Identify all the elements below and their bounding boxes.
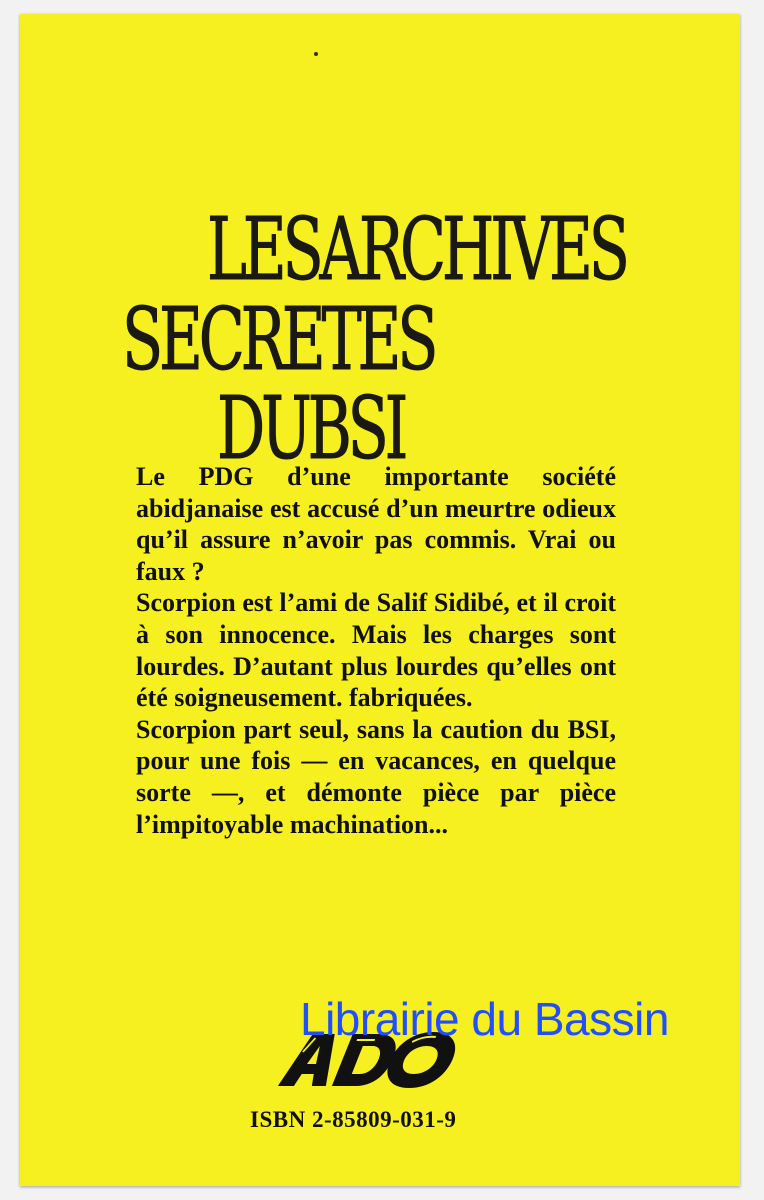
title-line-3: DUBSI (217, 379, 405, 479)
watermark-text: Librairie du Bassin (300, 993, 669, 1045)
blurb-paragraph: Scorpion est l’ami de Salif Sidibé, et il croit à son innocence. Mais les charges sont lourdes. D’autant plus lourdes qu’elles ont été soigneusement. fabriquées. (136, 588, 616, 713)
ink-speck (314, 52, 318, 56)
title-line-1: LESARCHIVES (207, 200, 626, 300)
blurb-paragraph: Le PDG d’une importante société abidjanaise est accusé d’un meurtre odieux qu’il assure n’avoir pas commis. Vrai ou faux ? (136, 462, 616, 586)
blurb-text (136, 461, 616, 840)
isbn-number: ISBN 2-85809-031-9 (250, 1107, 457, 1132)
title-line-2: SECRETES (122, 290, 435, 390)
blurb-paragraph: Scorpion part seul, sans la caution du BSI, pour une fois — en vacances, en quelque sorte —, et démonte pièce par pièce l’impitoyable machination... (136, 714, 616, 839)
